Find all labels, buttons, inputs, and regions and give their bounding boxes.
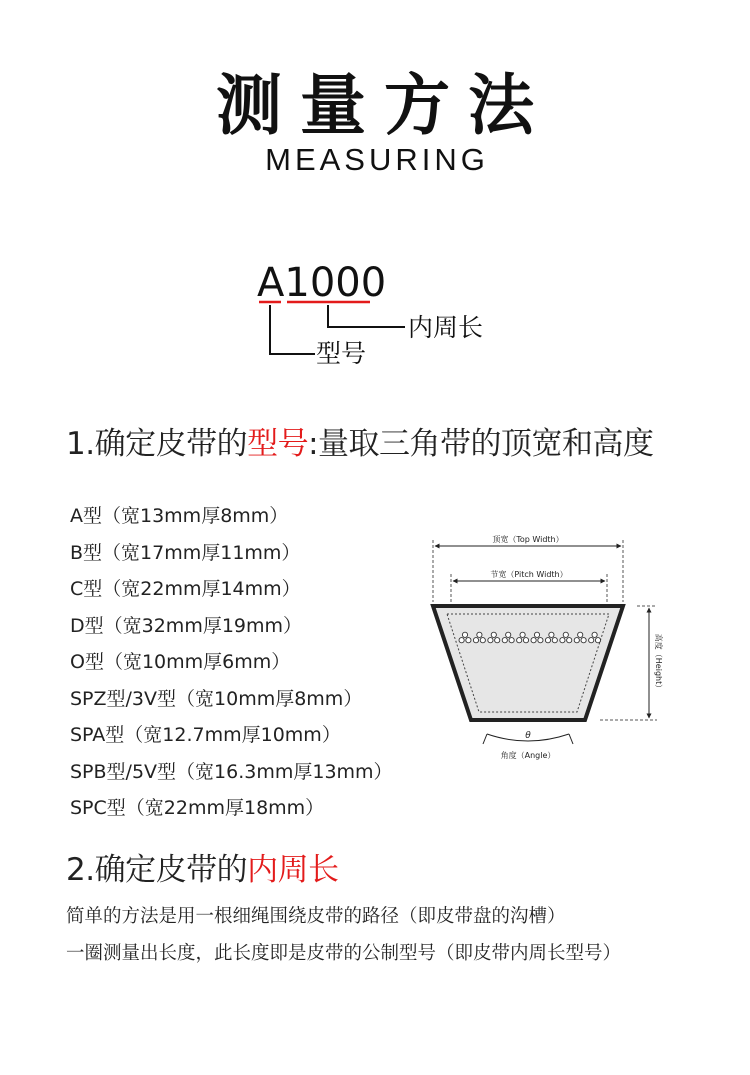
cord-strand [459, 638, 464, 643]
spec-item: O型（宽10mm厚6mm） [70, 651, 291, 673]
cord-strand [534, 632, 539, 637]
spec-item: SPA型（宽12.7mm厚10mm） [70, 724, 341, 746]
cord-strand [523, 638, 528, 643]
cord-strand [495, 638, 500, 643]
cord-strand [509, 638, 514, 643]
cord-strand [563, 632, 568, 637]
length-connector [328, 305, 405, 327]
belt-code-diagram [230, 250, 530, 380]
top-width-label: 顶宽（Top Width） [492, 535, 564, 544]
section1-prefix: 1.确定皮带的 [66, 426, 248, 462]
cord-strand [502, 638, 507, 643]
page-title: 测量方法 [216, 67, 552, 144]
section2-prefix: 2.确定皮带的 [66, 852, 248, 888]
cord-strand [578, 632, 583, 637]
cord-strand [506, 632, 511, 637]
type-connector [270, 305, 315, 354]
angle-tick-left [483, 734, 487, 744]
cord-strand [480, 638, 485, 643]
belt-body [433, 606, 623, 720]
cord-strand [592, 632, 597, 637]
cord-strand [567, 638, 572, 643]
vbelt-cross-section-diagram [425, 522, 675, 772]
cord-strand [545, 638, 550, 643]
spec-item: A型（宽13mm厚8mm） [70, 505, 289, 527]
pitch-width-label: 节宽（Pitch Width） [490, 570, 568, 579]
angle-label: 角度（Angle） [500, 751, 556, 760]
cord-strand [488, 638, 493, 643]
spec-item: SPZ型/3V型（宽10mm厚8mm） [70, 687, 363, 710]
angle-tick-right [569, 734, 573, 744]
cord-strand [477, 632, 482, 637]
cord-strand [549, 632, 554, 637]
spec-item: SPC型（宽22mm厚18mm） [70, 797, 325, 819]
section1-suffix: :量取三角带的顶宽和高度 [308, 426, 654, 462]
cord-strand [589, 638, 594, 643]
spec-item: SPB型/5V型（宽16.3mm厚13mm） [70, 760, 393, 783]
section1-heading [66, 418, 654, 463]
cord-strand [491, 632, 496, 637]
instruction-line-2: 一圈测量出长度，此长度即是皮带的公制型号（即皮带内周长型号） [66, 943, 622, 964]
cord-strand [517, 638, 522, 643]
spec-item: C型（宽22mm厚14mm） [70, 578, 301, 600]
cord-strand [595, 638, 600, 643]
type-label: 型号 [316, 339, 367, 368]
cord-strand [560, 638, 565, 643]
cord-strand [581, 638, 586, 643]
spec-item: B型（宽17mm厚11mm） [70, 541, 301, 564]
section2-highlight: 内周长 [247, 852, 339, 888]
cord-strand [531, 638, 536, 643]
belt-spec-list [70, 498, 393, 827]
section2-heading [66, 844, 339, 889]
cord-strand [473, 638, 478, 643]
belt-code-text: A1000 [257, 260, 387, 306]
instruction-line-1: 简单的方法是用一根细绳围绕皮带的路径（即皮带盘的沟槽） [66, 906, 566, 927]
page-subtitle: MEASURING [265, 142, 489, 177]
cord-strand [466, 638, 471, 643]
height-label: 高度（Height） [654, 633, 663, 693]
cord-strand [538, 638, 543, 643]
spec-item: D型（宽32mm厚19mm） [70, 614, 303, 637]
cord-strand [520, 632, 525, 637]
inner-length-label: 内周长 [408, 313, 484, 342]
cord-strand [462, 632, 467, 637]
cord-strand [552, 638, 557, 643]
section1-highlight: 型号 [247, 426, 309, 462]
theta-symbol: θ [525, 731, 531, 741]
cord-strand [574, 638, 579, 643]
